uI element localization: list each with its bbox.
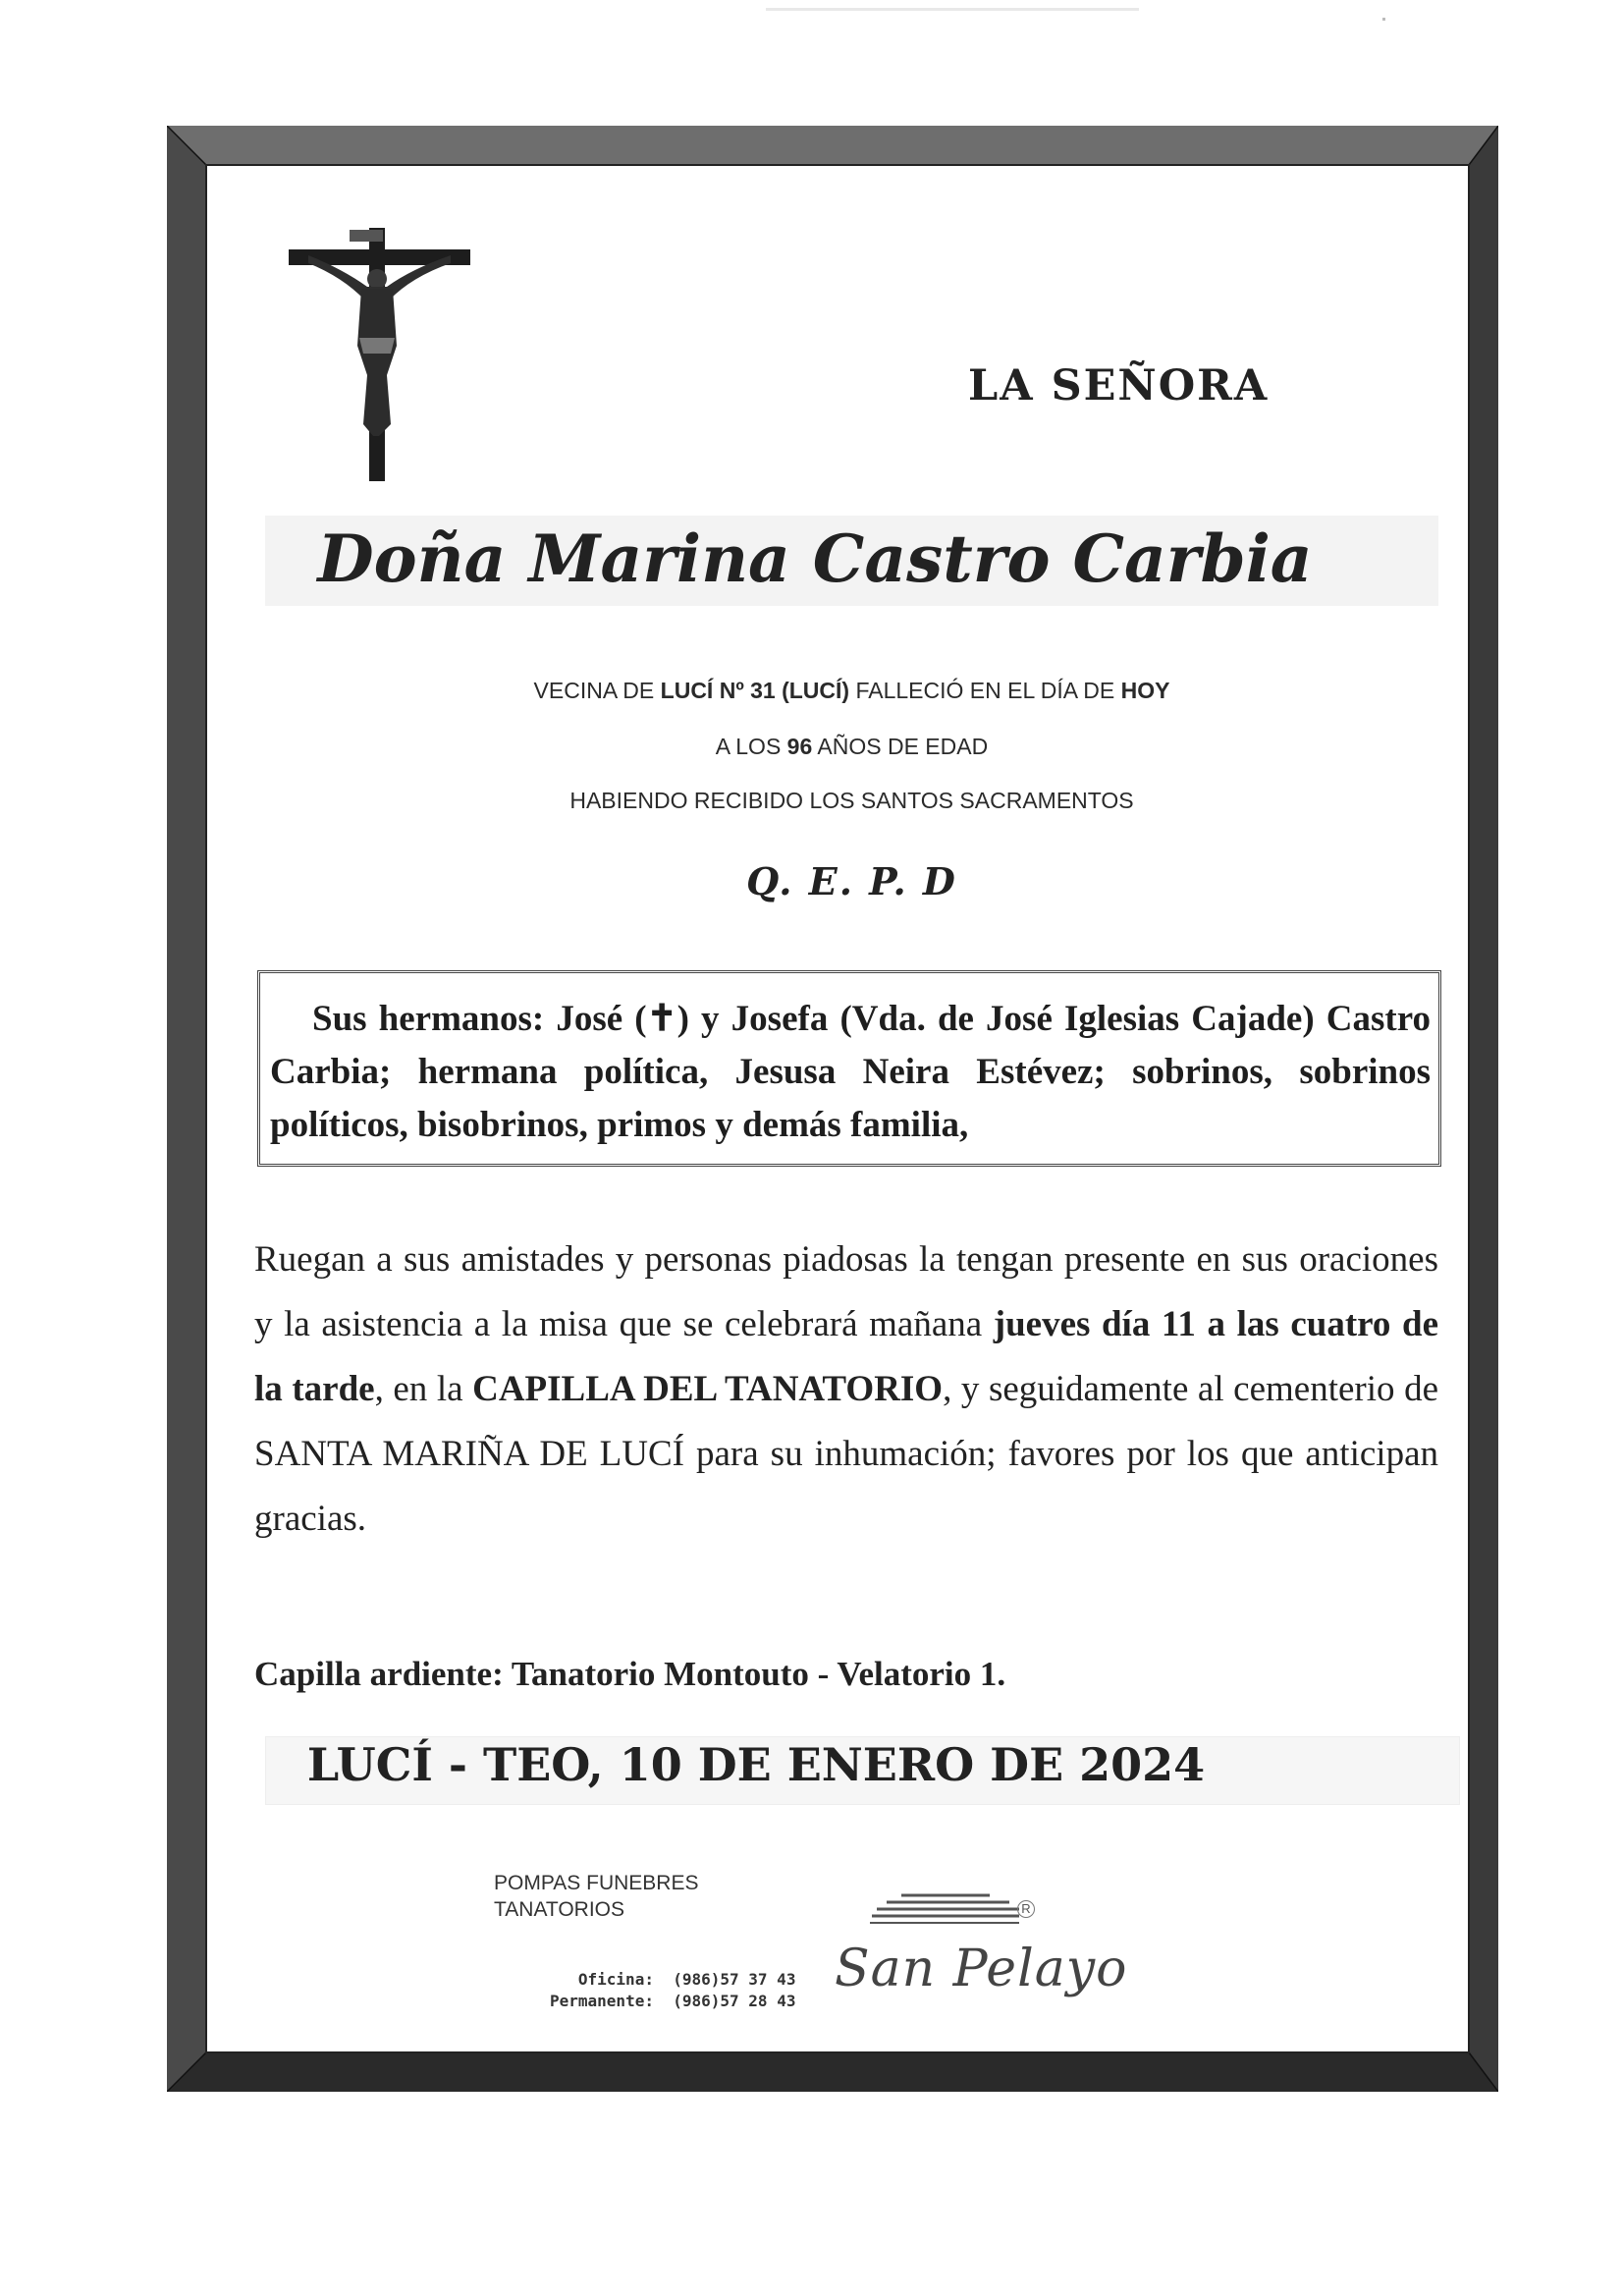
san-pelayo-logo-icon (833, 1886, 1019, 1944)
death-day: HOY (1120, 678, 1170, 703)
funeral-home-line: TANATORIOS (494, 1898, 625, 1921)
info-line-1 (265, 678, 1438, 704)
funeral-home-label (494, 1870, 698, 1923)
permanent-phone: Permanente: (986)57 28 43 (550, 1992, 796, 2010)
phone-numbers (550, 1969, 795, 2012)
qepd: Q. E. P. D (746, 859, 957, 903)
prayer-text: , y seguidamente al cementerio de SANTA MARIÑA DE LUCÍ para su inhumación; favores por los que anticipan gracias. (254, 1369, 1438, 1539)
info-line-3: HABIENDO RECIBIDO LOS SANTOS SACRAMENTOS (569, 788, 1134, 813)
address: LUCÍ Nº 31 (LUCÍ) (660, 678, 850, 703)
office-phone: Oficina: (986)57 37 43 (577, 1970, 796, 1989)
registered-mark: R (1017, 1900, 1035, 1918)
family-text: Sus hermanos: José (✝) y Josefa (Vda. de José Iglesias Cajade) Castro Carbia; hermana política, Jesusa Neira Estévez; sobrinos, sobrinos políticos, bisobrinos, primos y demás familia, (270, 999, 1431, 1145)
scan-artifact-dot (1382, 18, 1385, 21)
family-box (257, 970, 1441, 1167)
info-text: VECINA DE (533, 678, 661, 703)
page-title: LA SEÑORA (968, 361, 1270, 410)
mass-time: jueves día 11 a las cuatro de la tarde (254, 1304, 1438, 1409)
mass-place: CAPILLA DEL TANATORIO (472, 1369, 944, 1409)
chapel-info: Capilla ardiente: Tanatorio Montouto - Velatorio 1. (254, 1655, 1006, 1693)
deceased-name: Doña Marina Castro Carbia (317, 520, 1313, 597)
crucifix-icon (289, 228, 475, 483)
info-text: AÑOS DE EDAD (812, 734, 989, 759)
info-line-2 (265, 734, 1438, 760)
info-text: A LOS (715, 734, 787, 759)
prayer-text: Ruegan a sus amistades y personas piadosas la tengan presente en sus oraciones y la asistencia a la misa que se celebrará mañana (254, 1239, 1438, 1344)
prayer-paragraph (254, 1228, 1438, 1552)
funeral-home-line: POMPAS FUNEBRES (494, 1872, 699, 1894)
logo-text: San Pelayo (835, 1940, 1128, 1998)
date-line: LUCÍ - TEO, 10 DE ENERO DE 2024 (306, 1738, 1206, 1791)
info-text: FALLECIÓ EN EL DÍA DE (849, 678, 1121, 703)
prayer-text: , en la (374, 1369, 473, 1409)
scan-artifact (766, 8, 1139, 11)
age: 96 (786, 734, 813, 759)
